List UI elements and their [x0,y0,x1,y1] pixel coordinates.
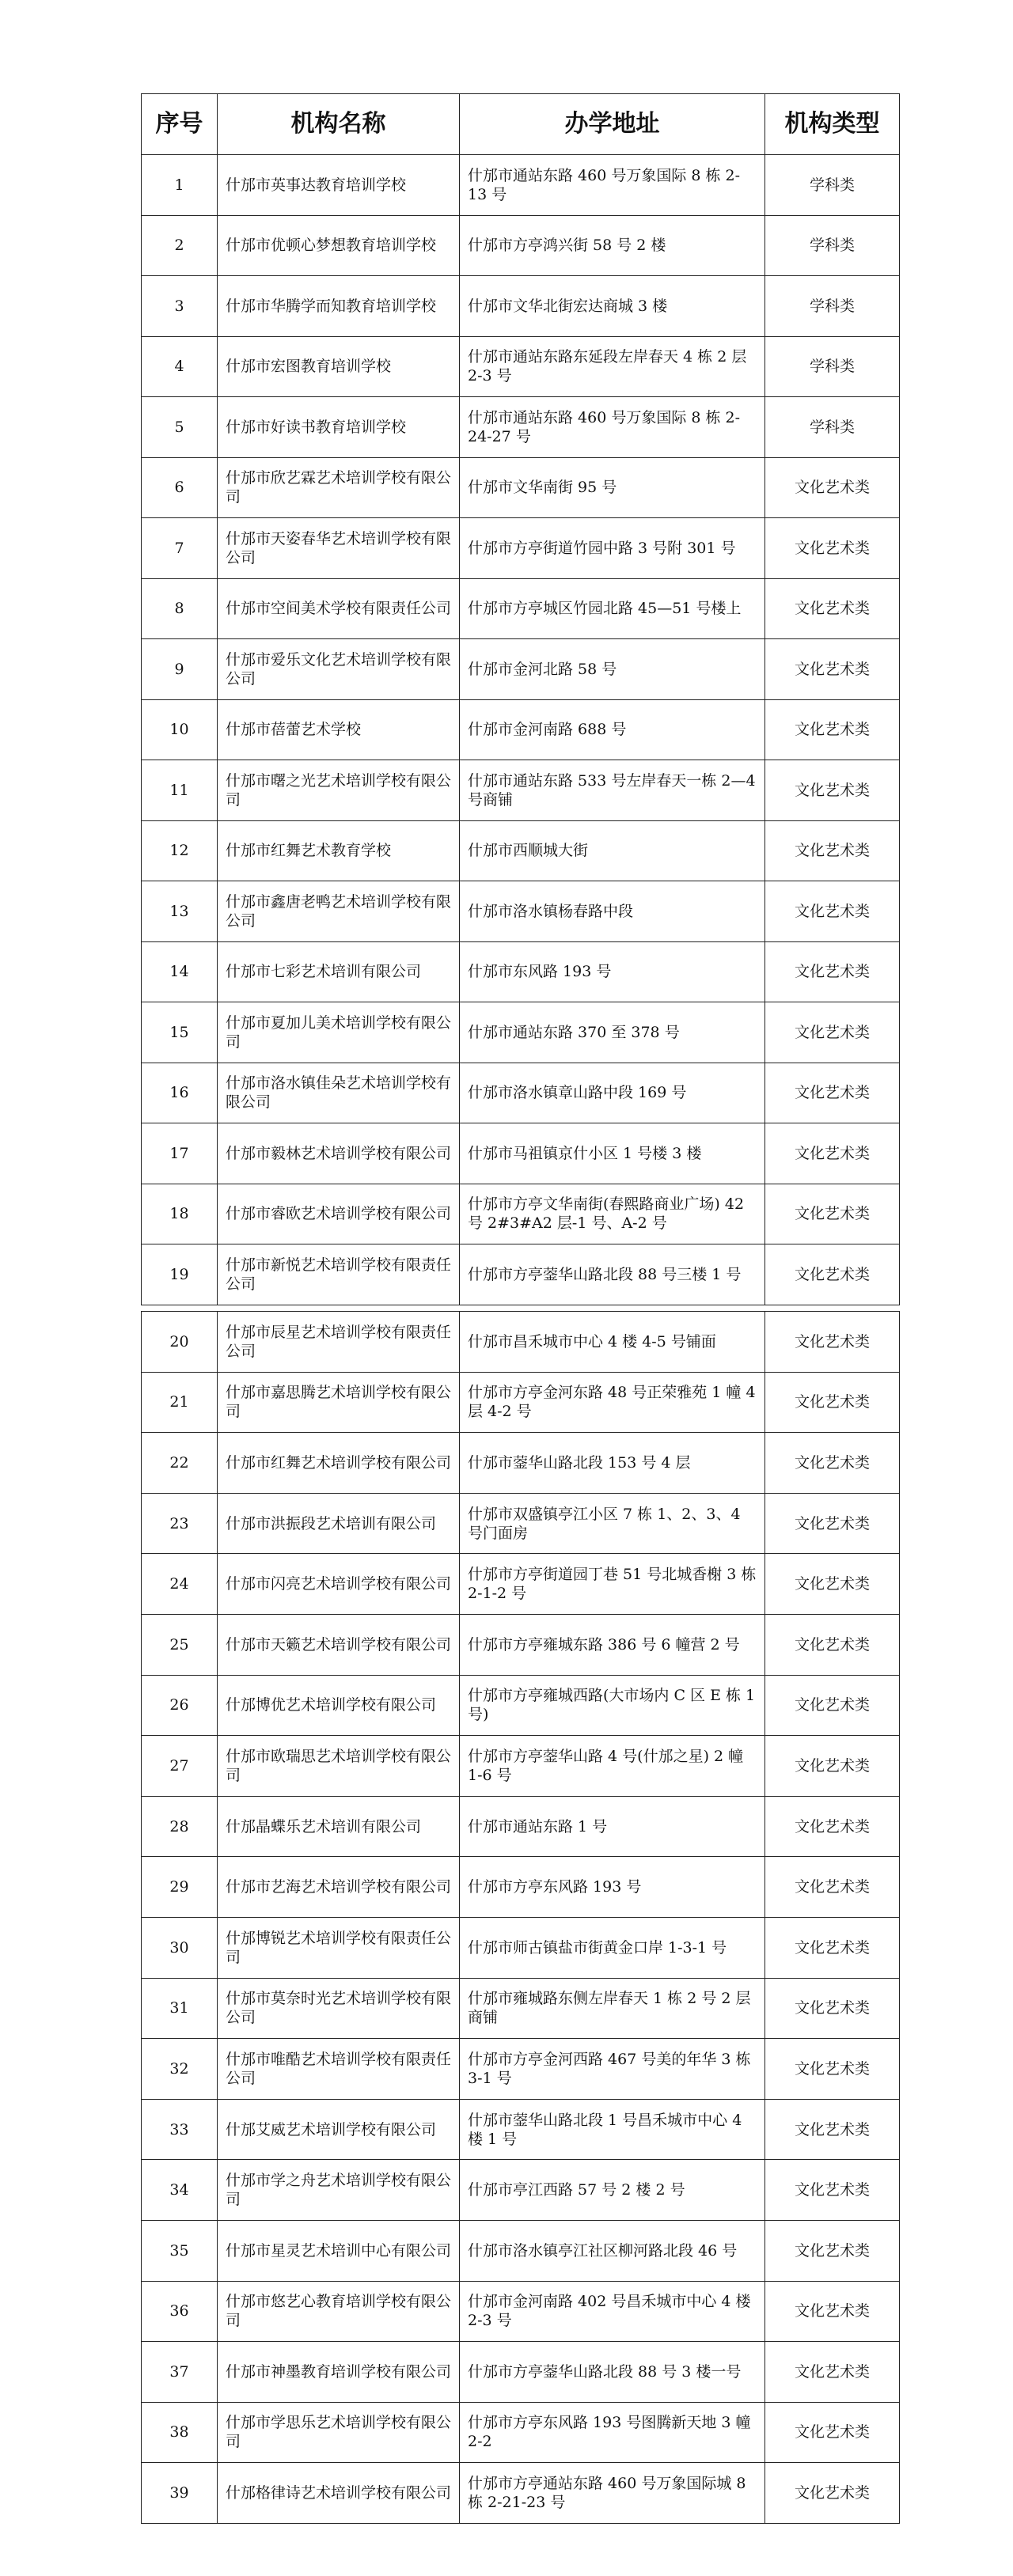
cell-institution-name: 什邡市宏图教育培训学校 [218,336,460,397]
cell-institution-name: 什邡博优艺术培训学校有限公司 [218,1675,460,1736]
table-row [142,2281,900,2342]
cell-institution-name: 什邡市鑫唐老鸭艺术培训学校有限公司 [218,881,460,942]
cell-institution-type: 文化艺术类 [765,1244,900,1305]
cell-institution-name: 什邡市欧瑞思艺术培训学校有限公司 [218,1736,460,1797]
cell-address: 什邡市通站东路 533 号左岸春天一栋 2—4 号商铺 [460,760,765,821]
cell-number: 7 [142,518,218,579]
header-number: 序号 [142,94,218,155]
cell-address: 什邡市东风路 193 号 [460,941,765,1002]
table-row [142,578,900,639]
cell-address: 什邡市通站东路 1 号 [460,1796,765,1857]
cell-institution-type: 学科类 [765,336,900,397]
cell-number: 15 [142,1002,218,1063]
cell-address: 什邡市双盛镇亭江小区 7 栋 1、2、3、4 号门面房 [460,1493,765,1554]
cell-institution-type: 文化艺术类 [765,1857,900,1918]
cell-number: 11 [142,760,218,821]
table-row [142,1614,900,1675]
cell-institution-type: 文化艺术类 [765,1002,900,1063]
cell-institution-type: 文化艺术类 [765,2281,900,2342]
cell-institution-name: 什邡市新悦艺术培训学校有限责任公司 [218,1244,460,1305]
cell-number: 35 [142,2220,218,2281]
cell-institution-name: 什邡市爱乐文化艺术培训学校有限公司 [218,639,460,700]
cell-address: 什邡市方亭街道园丁巷 51 号北城香榭 3 栋 2-1-2 号 [460,1554,765,1615]
cell-institution-type: 文化艺术类 [765,457,900,518]
cell-institution-type: 文化艺术类 [765,2160,900,2221]
cell-institution-name: 什邡博锐艺术培训学校有限责任公司 [218,1917,460,1978]
cell-number: 16 [142,1063,218,1123]
cell-address: 什邡市方亭蓥华山路北段 88 号 3 楼一号 [460,2342,765,2403]
cell-institution-type: 文化艺术类 [765,699,900,760]
cell-institution-type: 文化艺术类 [765,2463,900,2524]
cell-number: 27 [142,1736,218,1797]
cell-number: 5 [142,397,218,458]
cell-institution-name: 什邡市天姿春华艺术培训学校有限公司 [218,518,460,579]
cell-institution-name: 什邡市学思乐艺术培训学校有限公司 [218,2402,460,2463]
cell-address: 什邡市马祖镇京什小区 1 号楼 3 楼 [460,1123,765,1184]
cell-address: 什邡市金河北路 58 号 [460,639,765,700]
cell-institution-type: 文化艺术类 [765,1184,900,1244]
cell-institution-name: 什邡市英事达教育培训学校 [218,155,460,216]
cell-institution-name: 什邡市睿欧艺术培训学校有限公司 [218,1184,460,1244]
cell-institution-type: 文化艺术类 [765,1063,900,1123]
cell-number: 4 [142,336,218,397]
table-row [142,1675,900,1736]
cell-number: 3 [142,276,218,337]
cell-institution-name: 什邡市空间美术学校有限责任公司 [218,578,460,639]
cell-address: 什邡市方亭城区竹园北路 45—51 号楼上 [460,578,765,639]
cell-institution-name: 什邡艾威艺术培训学校有限公司 [218,2099,460,2160]
cell-institution-name: 什邡市红舞艺术教育学校 [218,820,460,881]
cell-address: 什邡市金河南路 688 号 [460,699,765,760]
table-row [142,760,900,821]
cell-institution-type: 文化艺术类 [765,1978,900,2039]
cell-institution-type: 学科类 [765,397,900,458]
table-row [142,1184,900,1244]
institution-table-page-1 [141,93,900,1305]
cell-institution-name: 什邡市洪振段艺术培训有限公司 [218,1493,460,1554]
cell-institution-type: 文化艺术类 [765,760,900,821]
cell-number: 24 [142,1554,218,1615]
cell-address: 什邡市金河南路 402 号昌禾城市中心 4 楼 2-3 号 [460,2281,765,2342]
cell-institution-type: 学科类 [765,155,900,216]
cell-number: 38 [142,2402,218,2463]
cell-institution-type: 文化艺术类 [765,1312,900,1373]
cell-number: 14 [142,941,218,1002]
cell-institution-name: 什邡市洛水镇佳朵艺术培训学校有限公司 [218,1063,460,1123]
cell-institution-name: 什邡市天籁艺术培训学校有限公司 [218,1614,460,1675]
cell-address: 什邡市方亭雍城西路(大市场内 C 区 E 栋 1 号) [460,1675,765,1736]
cell-institution-name: 什邡市欣艺霖艺术培训学校有限公司 [218,457,460,518]
cell-institution-type: 文化艺术类 [765,1917,900,1978]
table-row [142,1123,900,1184]
cell-address: 什邡市亭江西路 57 号 2 楼 2 号 [460,2160,765,2221]
cell-institution-type: 学科类 [765,276,900,337]
cell-number: 30 [142,1917,218,1978]
cell-institution-name: 什邡市闪亮艺术培训学校有限公司 [218,1554,460,1615]
cell-institution-type: 文化艺术类 [765,1736,900,1797]
cell-number: 39 [142,2463,218,2524]
cell-number: 8 [142,578,218,639]
cell-number: 36 [142,2281,218,2342]
cell-address: 什邡市雍城路东侧左岸春天 1 栋 2 号 2 层商铺 [460,1978,765,2039]
cell-institution-type: 文化艺术类 [765,1123,900,1184]
cell-institution-name: 什邡市艺海艺术培训学校有限公司 [218,1857,460,1918]
cell-address: 什邡市通站东路 460 号万象国际 8 栋 2-13 号 [460,155,765,216]
cell-institution-name: 什邡市七彩艺术培训有限公司 [218,941,460,1002]
cell-address: 什邡市通站东路 460 号万象国际 8 栋 2-24-27 号 [460,397,765,458]
cell-number: 32 [142,2039,218,2100]
cell-number: 9 [142,639,218,700]
cell-institution-name: 什邡市辰星艺术培训学校有限责任公司 [218,1312,460,1373]
cell-address: 什邡市方亭街道竹园中路 3 号附 301 号 [460,518,765,579]
table-row [142,881,900,942]
cell-address: 什邡市西顺城大街 [460,820,765,881]
header-institution-type: 机构类型 [765,94,900,155]
cell-institution-name: 什邡市唯酷艺术培训学校有限责任公司 [218,2039,460,2100]
cell-number: 29 [142,1857,218,1918]
cell-institution-name: 什邡市悠艺心教育培训学校有限公司 [218,2281,460,2342]
cell-address: 什邡市方亭鸿兴街 58 号 2 楼 [460,215,765,276]
cell-institution-type: 文化艺术类 [765,1372,900,1433]
cell-institution-type: 文化艺术类 [765,639,900,700]
cell-number: 1 [142,155,218,216]
table-row [142,639,900,700]
cell-institution-name: 什邡市学之舟艺术培训学校有限公司 [218,2160,460,2221]
cell-address: 什邡市师古镇盐市街黄金口岸 1-3-1 号 [460,1917,765,1978]
cell-institution-type: 文化艺术类 [765,2402,900,2463]
cell-address: 什邡市文华南街 95 号 [460,457,765,518]
cell-institution-type: 文化艺术类 [765,578,900,639]
cell-number: 33 [142,2099,218,2160]
header-address: 办学地址 [460,94,765,155]
cell-institution-name: 什邡市星灵艺术培训中心有限公司 [218,2220,460,2281]
cell-address: 什邡市方亭蓥华山路 4 号(什邡之星) 2 幢 1-6 号 [460,1736,765,1797]
cell-institution-name: 什邡格律诗艺术培训学校有限公司 [218,2463,460,2524]
cell-address: 什邡市方亭东风路 193 号 [460,1857,765,1918]
table-row [142,699,900,760]
cell-number: 10 [142,699,218,760]
cell-address: 什邡市昌禾城市中心 4 楼 4-5 号铺面 [460,1312,765,1373]
table-row [142,215,900,276]
cell-address: 什邡市文华北街宏达商城 3 楼 [460,276,765,337]
cell-number: 21 [142,1372,218,1433]
table-row [142,276,900,337]
cell-number: 2 [142,215,218,276]
cell-institution-type: 学科类 [765,215,900,276]
table-row [142,457,900,518]
table-row [142,1857,900,1918]
cell-address: 什邡市方亭蓥华山路北段 88 号三楼 1 号 [460,1244,765,1305]
table-header-row [142,94,900,155]
header-institution-name: 机构名称 [218,94,460,155]
cell-address: 什邡市蓥华山路北段 153 号 4 层 [460,1433,765,1494]
table-row [142,2463,900,2524]
cell-number: 6 [142,457,218,518]
cell-address: 什邡市洛水镇章山路中段 169 号 [460,1063,765,1123]
cell-number: 18 [142,1184,218,1244]
cell-institution-name: 什邡市莫奈时光艺术培训学校有限公司 [218,1978,460,2039]
cell-institution-type: 文化艺术类 [765,1614,900,1675]
cell-institution-name: 什邡市嘉思腾艺术培训学校有限公司 [218,1372,460,1433]
cell-institution-name: 什邡市夏加儿美术培训学校有限公司 [218,1002,460,1063]
cell-institution-type: 文化艺术类 [765,1796,900,1857]
table-row [142,1796,900,1857]
table-row [142,336,900,397]
cell-institution-type: 文化艺术类 [765,2220,900,2281]
table-row [142,1312,900,1373]
table-row [142,397,900,458]
table-row [142,2099,900,2160]
table-row [142,2220,900,2281]
cell-institution-type: 文化艺术类 [765,820,900,881]
table-row [142,155,900,216]
cell-institution-name: 什邡市优顿心梦想教育培训学校 [218,215,460,276]
cell-address: 什邡市蓥华山路北段 1 号昌禾城市中心 4 楼 1 号 [460,2099,765,2160]
cell-institution-type: 文化艺术类 [765,941,900,1002]
cell-institution-name: 什邡市好读书教育培训学校 [218,397,460,458]
cell-address: 什邡市通站东路东延段左岸春天 4 栋 2 层 2-3 号 [460,336,765,397]
table-row [142,941,900,1002]
cell-institution-name: 什邡市神墨教育培训学校有限公司 [218,2342,460,2403]
cell-address: 什邡市方亭雍城东路 386 号 6 幢营 2 号 [460,1614,765,1675]
cell-number: 12 [142,820,218,881]
cell-institution-name: 什邡市蓓蕾艺术学校 [218,699,460,760]
table-row [142,1917,900,1978]
table-row [142,2039,900,2100]
table-row [142,1244,900,1305]
table-row [142,518,900,579]
cell-address: 什邡市洛水镇杨春路中段 [460,881,765,942]
cell-address: 什邡市通站东路 370 至 378 号 [460,1002,765,1063]
table-row [142,2160,900,2221]
cell-institution-name: 什邡市华腾学而知教育培训学校 [218,276,460,337]
cell-number: 20 [142,1312,218,1373]
cell-number: 23 [142,1493,218,1554]
cell-institution-name: 什邡市毅林艺术培训学校有限公司 [218,1123,460,1184]
cell-number: 25 [142,1614,218,1675]
cell-institution-type: 文化艺术类 [765,2342,900,2403]
cell-address: 什邡市方亭金河东路 48 号正荣雅苑 1 幢 4 层 4-2 号 [460,1372,765,1433]
table-row [142,1063,900,1123]
cell-number: 34 [142,2160,218,2221]
cell-institution-type: 文化艺术类 [765,518,900,579]
cell-number: 31 [142,1978,218,2039]
cell-institution-type: 文化艺术类 [765,1554,900,1615]
cell-number: 28 [142,1796,218,1857]
cell-address: 什邡市方亭通站东路 460 号万象国际城 8 栋 2-21-23 号 [460,2463,765,2524]
cell-number: 19 [142,1244,218,1305]
table-row [142,2402,900,2463]
table-row [142,1554,900,1615]
cell-institution-type: 文化艺术类 [765,1433,900,1494]
cell-number: 13 [142,881,218,942]
institution-table-page-2 [141,1311,900,2524]
cell-institution-name: 什邡市曙之光艺术培训学校有限公司 [218,760,460,821]
table-row [142,1372,900,1433]
cell-institution-type: 文化艺术类 [765,881,900,942]
cell-institution-type: 文化艺术类 [765,2099,900,2160]
table-row [142,1002,900,1063]
cell-number: 22 [142,1433,218,1494]
table-row [142,1493,900,1554]
cell-institution-type: 文化艺术类 [765,2039,900,2100]
table-row [142,1736,900,1797]
cell-institution-name: 什邡市红舞艺术培训学校有限公司 [218,1433,460,1494]
cell-number: 17 [142,1123,218,1184]
cell-number: 37 [142,2342,218,2403]
cell-address: 什邡市洛水镇亭江社区柳河路北段 46 号 [460,2220,765,2281]
table-row [142,1978,900,2039]
cell-address: 什邡市方亭金河西路 467 号美的年华 3 栋 3-1 号 [460,2039,765,2100]
table-row [142,1433,900,1494]
cell-institution-type: 文化艺术类 [765,1675,900,1736]
cell-address: 什邡市方亭东风路 193 号图腾新天地 3 幢 2-2 [460,2402,765,2463]
cell-institution-name: 什邡晶蝶乐艺术培训有限公司 [218,1796,460,1857]
table-row [142,2342,900,2403]
cell-number: 26 [142,1675,218,1736]
table-row [142,820,900,881]
cell-institution-type: 文化艺术类 [765,1493,900,1554]
cell-address: 什邡市方亭文华南街(春熙路商业广场) 42 号 2#3#A2 层-1 号、A-2 号 [460,1184,765,1244]
